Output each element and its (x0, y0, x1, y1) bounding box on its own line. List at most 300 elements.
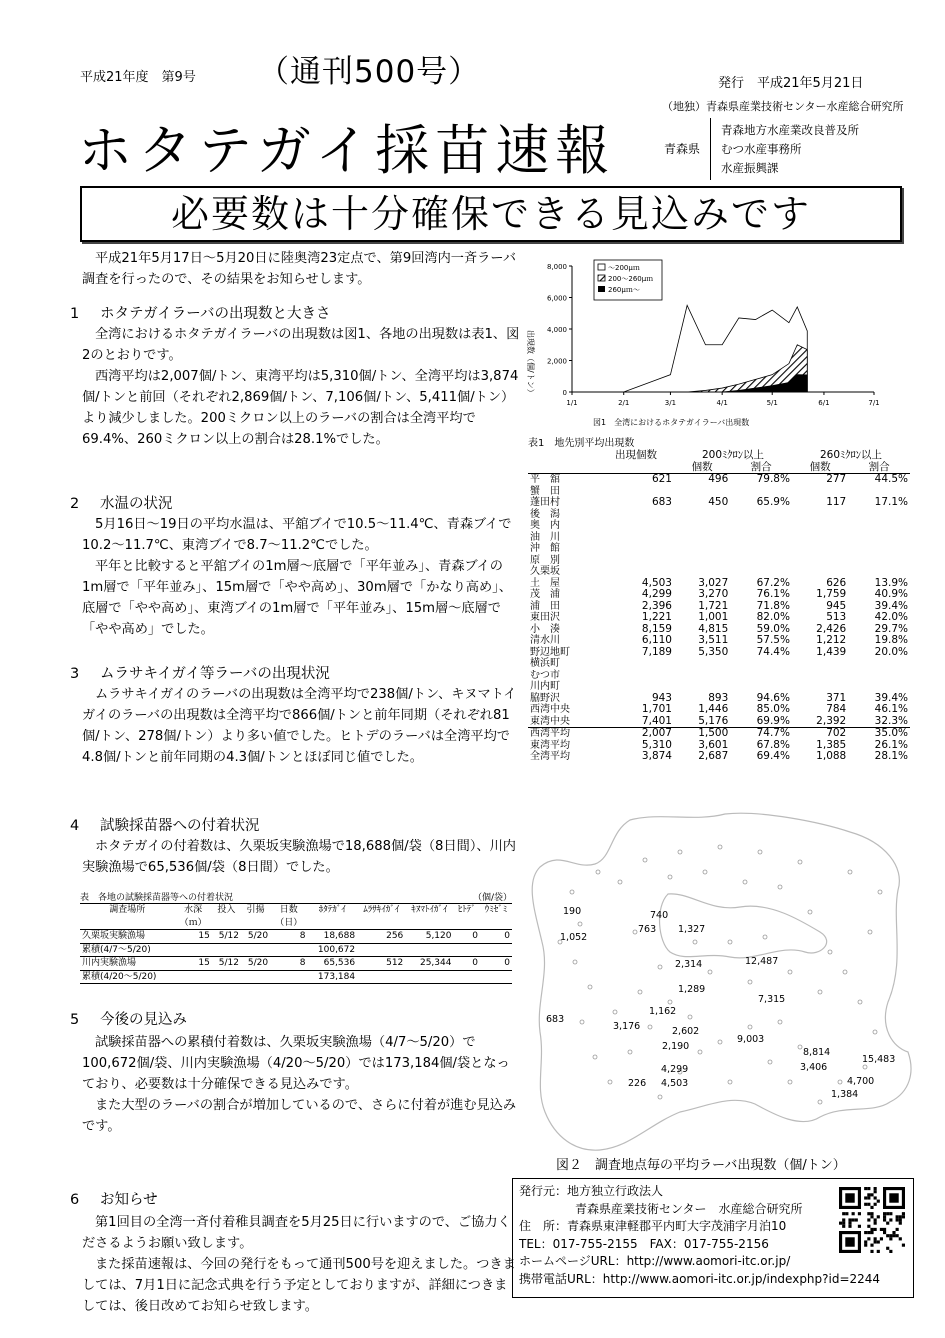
table-cell: 277 (826, 473, 847, 485)
station-dot (668, 875, 672, 879)
table-cell: 1,001 (698, 611, 729, 623)
table-cell: 奥 内 (530, 520, 560, 531)
th: 割合 (730, 462, 792, 474)
legend-swatch-mid (598, 275, 605, 281)
table-row (528, 647, 910, 659)
table-cell: 1,500 (674, 728, 730, 740)
bay-map (520, 812, 920, 1157)
table-cell (598, 543, 674, 555)
table-cell (453, 970, 480, 984)
table-row (528, 612, 910, 624)
station-value: 740 (650, 910, 669, 921)
station-dot (618, 880, 622, 884)
table-row (528, 704, 910, 716)
table-cell: 35.0% (848, 728, 910, 740)
table-row (528, 716, 910, 728)
th (307, 917, 357, 930)
station-dot (808, 910, 812, 914)
table-cell: 13.9% (874, 576, 908, 589)
table-cell (848, 532, 910, 544)
footer-org: 青森県産業技術センター 水産総合研究所 (575, 1201, 803, 1216)
table-cell: 17.1% (874, 496, 908, 508)
section-3-body: ムラサキイガイのラーバの出現数は全湾平均で238個/トン、キヌマトイガイのラーバの出現数は全湾平均で866個/トンと前年同期（それぞれ81個/トン、278個/トン）より多い値でした。ヒトデのラーバは全湾平均で4.8個/トンと前年同期の4.3個/トンとほぼ同じ値でした。 (82, 687, 517, 765)
table-cell: 117 (826, 496, 847, 508)
table-cell: 川内町 (530, 681, 560, 692)
section-3-heading: 3 ムラサキイガイ等ラーバの出現状況 (70, 666, 330, 682)
table-cell: 1,439 (816, 645, 847, 658)
larva-trend-chart (520, 254, 915, 432)
contact-box (512, 1178, 914, 1298)
table-cell: 浦 田 (530, 600, 560, 612)
station-value: 763 (638, 924, 657, 935)
table-cell: 945 (826, 599, 847, 612)
station-dot (718, 845, 722, 849)
th: 引揚 (246, 905, 265, 915)
th (241, 917, 270, 930)
table-row (528, 751, 910, 763)
table-cell: 65,536 (307, 957, 357, 971)
table-cell: 0 (453, 957, 480, 971)
table-cell (730, 555, 792, 567)
station-value: 683 (546, 1014, 565, 1025)
station-dot (643, 858, 647, 862)
prefecture-label: 青森県 (664, 142, 701, 156)
table-cell (270, 943, 307, 957)
table-cell: 943 (651, 691, 672, 704)
section-5-body: 試験採苗器への累積付着数は、久栗坂実験漁場（4/7～5/20）で100,672個/袋、川内実験漁場（4/20～5/20）では173,184個/袋となっており、必要数は十分確保できる見込みです。 また大型のラーバの割合が増加しているので、さらに付着が進む見込みです。 (82, 1035, 517, 1134)
table-2 (80, 890, 512, 984)
station-dot (658, 1095, 662, 1099)
table-cell: 茂 浦 (530, 589, 560, 600)
table-cell: 後 潟 (530, 508, 560, 520)
station-dot (838, 1080, 842, 1084)
table-cell (848, 566, 910, 578)
station-dot (763, 935, 767, 939)
table-row (528, 728, 910, 740)
table-row (80, 970, 512, 984)
table-cell: 29.7% (874, 622, 908, 635)
table-cell: むつ市 (530, 669, 560, 681)
table-row (528, 555, 910, 567)
section-1-heading: 1 ホタテガイラーバの出現数と大きさ (70, 306, 331, 322)
footer-url[interactable]: ホームページURL：http://www.aomori-itc.or.jp/ (519, 1254, 791, 1268)
table-cell: 15 (174, 930, 211, 944)
table-cell: 原 別 (530, 554, 560, 566)
station-dot (718, 1040, 722, 1044)
th: 調査場所 (109, 905, 146, 915)
th: ﾑﾗｻｷｲｶﾞｲ (363, 905, 400, 915)
y-tick-label: 6,000 (546, 294, 567, 303)
table-row (80, 957, 512, 971)
th: 個数 (792, 462, 848, 474)
table-cell: 512 (357, 957, 405, 971)
table-cell: 39.4% (874, 691, 908, 704)
footer-address: 住 所：青森県東津軽郡平内町大字茂浦字月泊10 (519, 1219, 787, 1233)
table-cell: 626 (826, 576, 847, 589)
table-cell: 3,874 (641, 750, 672, 762)
table-cell: 油 川 (530, 531, 560, 543)
station-value: 1,327 (678, 924, 706, 935)
table-cell: 5,310 (641, 738, 672, 751)
table-cell (674, 509, 730, 521)
table-cell: 256 (357, 930, 405, 944)
table-row (528, 658, 910, 670)
station-dot (743, 880, 747, 884)
section-1-body: 全湾におけるホタテガイラーバの出現数は図1、各地の出現数は表1、図2のとおりです。 西湾平均は2,007個/トン、東湾平均は5,310個/トン、全湾平均は3,874個/トンと前回（それぞれ2,869個/トン、7,106個/トン、5,411個/トン）より減少しました。200ミクロン以上のラーバの割合は全湾平均で69.4%、260ミクロン以上の割合は28.1%でした。 (82, 327, 520, 447)
th: 出現個数 (614, 449, 657, 461)
table-cell (674, 543, 730, 555)
table-cell: 3,027 (698, 576, 729, 589)
table-cell: 5/20 (241, 957, 270, 971)
table-cell: 1,759 (816, 588, 847, 600)
station-dot (668, 1000, 672, 1004)
table-cell: 5,176 (698, 714, 729, 727)
table-cell (405, 943, 453, 957)
table-cell: 1,721 (698, 599, 729, 612)
section-2-body: 5月16日～19日の平均水温は、平舘ブイで10.5～11.4℃、青森ブイで10.2～11.7℃、東湾ブイで8.7～11.2℃でした。 平年と比較すると平舘ブイの1m層～底層で「平年並み」、青森ブイの1m層で「平年並み」、15m層で「やや高め」、30m層で「かなり高め」、底層で「やや高め」、東湾ブイの1m層で「平年並み」、15m層～底層で「やや高め」でした。 (82, 517, 512, 637)
legend-swatch-large (598, 286, 605, 292)
station-value: 15,483 (862, 1054, 896, 1065)
th: 個数 (674, 462, 730, 474)
table-cell: 42.0% (874, 611, 908, 623)
table-cell: 西湾平均 (528, 728, 598, 740)
table-cell: 59.0% (756, 622, 790, 635)
station-value: 9,003 (737, 1034, 765, 1045)
th (212, 917, 241, 930)
table-cell: 0 (480, 930, 512, 944)
table-cell: 蟹 田 (530, 485, 560, 497)
table-cell: 19.8% (874, 634, 908, 646)
cumulative-issue: （通刊500号） (258, 54, 481, 90)
intro-paragraph: 平成21年5月17日～5月20日に陸奥湾23定点で、第9回湾内一斉ラーバ調査を行ったので、その結果をお知らせします。 (82, 251, 517, 287)
chart-title: 図1 全湾におけるホタテガイラーバ出現数 (593, 418, 750, 427)
table-cell: 5,120 (405, 930, 453, 944)
th (480, 917, 512, 930)
station-value: 4,700 (847, 1076, 875, 1087)
table-cell: 513 (826, 611, 847, 623)
map-caption: 図２ 調査地点毎の平均ラーバ出現数（個/トン） (556, 1158, 846, 1173)
station-dot (648, 1025, 652, 1029)
org-line: むつ水産事務所 (721, 142, 802, 156)
table-cell: 7,189 (641, 645, 672, 658)
publish-date: 発行 平成21年5月21日 (718, 76, 864, 91)
org-line: 水産振興課 (721, 161, 779, 175)
table-cell: 1,446 (698, 703, 729, 715)
station-dot (588, 985, 592, 989)
table-cell: 76.1% (756, 588, 790, 600)
station-value: 12,487 (745, 956, 779, 967)
station-dot (678, 850, 682, 854)
th (80, 917, 174, 930)
x-tick-label: 4/1 (716, 399, 728, 407)
table-cell (792, 543, 848, 555)
table-cell: 69.4% (756, 750, 790, 762)
table-cell: 39.4% (874, 599, 908, 612)
table-cell (792, 509, 848, 521)
station-dot (843, 970, 847, 974)
table-cell: 1,701 (641, 703, 672, 715)
table-cell: 蓬田村 (530, 497, 560, 508)
qr-code-icon (839, 1187, 905, 1253)
th: ﾋﾄﾃﾞ (457, 905, 476, 915)
station-dot (693, 940, 697, 944)
table-cell: 2,392 (816, 714, 847, 727)
table-cell (270, 970, 307, 984)
table-cell: 3,511 (698, 634, 729, 646)
table-cell (212, 943, 241, 957)
table-cell: 44.5% (874, 473, 908, 485)
legend-label: 260μｍ～ (608, 286, 640, 294)
station-value: 4,299 (661, 1064, 689, 1075)
th: （ｍ） (174, 917, 211, 930)
table-cell (453, 943, 480, 957)
legend-label: 200～260μｍ (608, 275, 654, 283)
station-value: 3,406 (800, 1062, 828, 1073)
table-cell: 2,687 (698, 750, 729, 762)
th (528, 450, 598, 462)
table-cell (792, 520, 848, 532)
table-cell (174, 943, 211, 957)
table-cell (598, 681, 674, 693)
th (357, 917, 405, 930)
th (453, 917, 480, 930)
table-cell: 野辺地町 (530, 646, 570, 658)
table-cell: 46.1% (874, 703, 908, 715)
table-cell (730, 532, 792, 544)
table-cell (674, 658, 730, 670)
table-cell: 沖 館 (530, 543, 560, 554)
station-value: 1,289 (678, 984, 706, 995)
table-cell: 累積(4/20～5/20) (80, 970, 174, 984)
station-dot (628, 1050, 632, 1054)
table-cell: 東田沢 (530, 612, 560, 623)
table-cell (598, 532, 674, 544)
table-cell (730, 658, 792, 670)
y-tick-label: 8,000 (546, 263, 567, 271)
x-tick-label: 1/1 (566, 399, 578, 407)
table-cell (598, 566, 674, 578)
table-cell (241, 970, 270, 984)
org-list (710, 118, 915, 180)
station-dot (768, 1060, 772, 1064)
table-row (528, 589, 910, 601)
station-dot (873, 1030, 877, 1034)
table-cell: 67.2% (756, 576, 790, 589)
table-row (528, 681, 910, 693)
table-cell: 小 湊 (530, 623, 560, 635)
station-dot (778, 885, 782, 889)
table-cell (848, 658, 910, 670)
station-dot (778, 1020, 782, 1024)
table-cell (598, 658, 674, 670)
th: 投入 (217, 905, 236, 915)
station-dot (658, 965, 662, 969)
table-cell: 32.3% (874, 714, 908, 727)
table-cell: 450 (708, 496, 729, 508)
station-dot (688, 1015, 692, 1019)
station-dot (596, 870, 600, 874)
x-tick-label: 5/1 (766, 399, 778, 407)
table-cell: 1,221 (641, 611, 672, 623)
station-value: 2,190 (662, 1041, 690, 1052)
station-dot (638, 990, 642, 994)
table-cell (730, 681, 792, 693)
table-cell: 5/20 (241, 930, 270, 944)
station-value: 190 (563, 906, 582, 917)
table-cell (792, 555, 848, 567)
station-value: 7,315 (758, 994, 786, 1005)
station-dot (758, 850, 762, 854)
th: ﾎﾀﾃｶﾞｲ (318, 905, 346, 915)
th: ｳﾐｾﾞﾐ (484, 905, 508, 915)
station-dot (788, 1080, 792, 1084)
station-value: 1,162 (649, 1006, 677, 1017)
table-cell (674, 681, 730, 693)
table-cell (480, 970, 512, 984)
table-cell (598, 520, 674, 532)
table-cell: 74.7% (730, 728, 792, 740)
table-cell (174, 970, 211, 984)
table-cell: 26.1% (874, 738, 908, 751)
footer-mobile-url[interactable]: 携帯電話URL：http://www.aomori-itc.or.jp/indexphp?id=2244 (519, 1271, 881, 1286)
table-1-caption: 表1 地先別平均出現数 (528, 438, 635, 449)
table-cell: 3,270 (698, 588, 729, 600)
table-cell: 西湾中央 (530, 704, 570, 715)
table-row (528, 635, 910, 647)
section-5-heading: 5 今後の見込み (70, 1012, 187, 1028)
station-dot (798, 860, 802, 864)
table-cell: 6,110 (641, 634, 672, 646)
table-cell: 496 (708, 473, 729, 485)
station-dot (633, 930, 637, 934)
th: （日） (270, 917, 307, 930)
section-2-heading: 2 水温の状況 (70, 496, 173, 512)
table-cell (674, 555, 730, 567)
table-cell: 久栗坂 (530, 566, 560, 577)
page-title: ホタテガイ採苗速報 (78, 119, 616, 182)
table-cell (792, 670, 848, 682)
table-row (528, 497, 910, 509)
table-cell: 784 (826, 703, 847, 715)
table-cell: 平 舘 (530, 474, 560, 485)
table-row (528, 509, 910, 521)
station-value: 2,314 (675, 959, 703, 970)
table-cell: 85.0% (756, 703, 790, 715)
table-cell: 18,688 (307, 930, 357, 944)
station-dot (818, 990, 822, 994)
table-cell: 横浜町 (530, 658, 560, 669)
table-cell (598, 509, 674, 521)
th (405, 917, 453, 930)
table-2-unit: （個/袋） (472, 893, 512, 903)
section-4-body: ホタテガイの付着数は、久栗坂実験漁場で18,688個/袋（8日間）、川内実験漁場で65,536個/袋（8日間）でした。 (82, 839, 516, 875)
station-value: 3,176 (613, 1021, 641, 1032)
headline-box: 必要数は十分確保できる見込みです (80, 186, 902, 242)
table-cell: 100,672 (307, 943, 357, 957)
table-cell (848, 543, 910, 555)
table-cell: 2,426 (816, 622, 847, 635)
table-cell: 8,159 (641, 622, 672, 635)
table-cell: 0 (453, 930, 480, 944)
station-dot (580, 1020, 584, 1024)
station-dot (848, 870, 852, 874)
station-value: 1,052 (560, 932, 588, 943)
table-cell (848, 670, 910, 682)
table-cell (674, 566, 730, 578)
chart-ylabel: 出現数（個/トン） (526, 330, 535, 397)
y-tick-label: 0 (562, 389, 567, 397)
table-cell (405, 970, 453, 984)
station-dot (748, 980, 752, 984)
table-cell: 4,299 (641, 588, 672, 600)
table-cell: 57.5% (756, 634, 790, 646)
table-cell: 67.8% (756, 738, 790, 751)
station-dot (788, 970, 792, 974)
table-cell (241, 943, 270, 957)
table-2-caption: 表 各地の試験採苗器等への付着状況 (80, 893, 234, 903)
table-cell: 1,385 (816, 738, 847, 751)
table-cell: 71.8% (756, 599, 790, 612)
table-cell (357, 943, 405, 957)
station-dot (868, 930, 872, 934)
table-cell (730, 670, 792, 682)
table-cell (792, 681, 848, 693)
station-dot (593, 1055, 597, 1059)
table-cell (674, 532, 730, 544)
table-cell (674, 520, 730, 532)
station-dot (570, 890, 574, 894)
legend-label: ～200μｍ (608, 264, 640, 272)
table-cell: 15 (174, 957, 211, 971)
table-cell: 702 (792, 728, 848, 740)
table-cell: 2,007 (598, 728, 674, 740)
section-6-heading: 6 お知らせ (70, 1192, 158, 1208)
station-dot (858, 1000, 862, 1004)
station-dot (573, 960, 577, 964)
station-value: 226 (628, 1078, 647, 1089)
table-cell: 28.1% (874, 750, 908, 762)
table-cell: 1,212 (816, 634, 847, 646)
table-cell: 25,344 (405, 957, 453, 971)
th: 日数 (279, 905, 298, 915)
org-line: 青森地方水産業改良普及所 (721, 123, 859, 137)
th: 260ﾐｸﾛﾝ以上 (819, 449, 882, 461)
table-row (528, 566, 910, 578)
table-cell: 371 (826, 691, 847, 704)
table-row (528, 474, 910, 486)
table-cell: 4,815 (698, 622, 729, 635)
table-cell: 8 (270, 957, 307, 971)
station-dot (728, 940, 732, 944)
table-cell (792, 566, 848, 578)
table-row (528, 670, 910, 682)
table-cell (848, 509, 910, 521)
th: ｷﾇﾏﾄｲｶﾞｲ (411, 905, 448, 915)
station-dot (863, 1065, 867, 1069)
station-dot (818, 1100, 822, 1104)
table-cell: 脇野沢 (530, 692, 560, 704)
table-cell: 7,401 (641, 714, 672, 727)
x-tick-label: 3/1 (664, 399, 677, 407)
station-dot (578, 922, 582, 926)
table-cell: 69.9% (756, 714, 790, 727)
table-cell: 全湾平均 (530, 751, 570, 762)
table-cell: 2,396 (641, 599, 672, 612)
section-6-body: 第1回目の全湾一斉付着稚貝調査を5月25日に行いますので、ご協力くださるようお願い致します。 また採苗速報は、今回の発行をもって通刊500号を迎えました。つきましては、7月1日に記念式典を行う予定としておりますが、詳細につきましては、後日改めてお知らせ致します。 (82, 1215, 516, 1314)
station-dot (728, 1080, 732, 1084)
station-dot (878, 890, 882, 894)
station-dot (613, 1010, 617, 1014)
